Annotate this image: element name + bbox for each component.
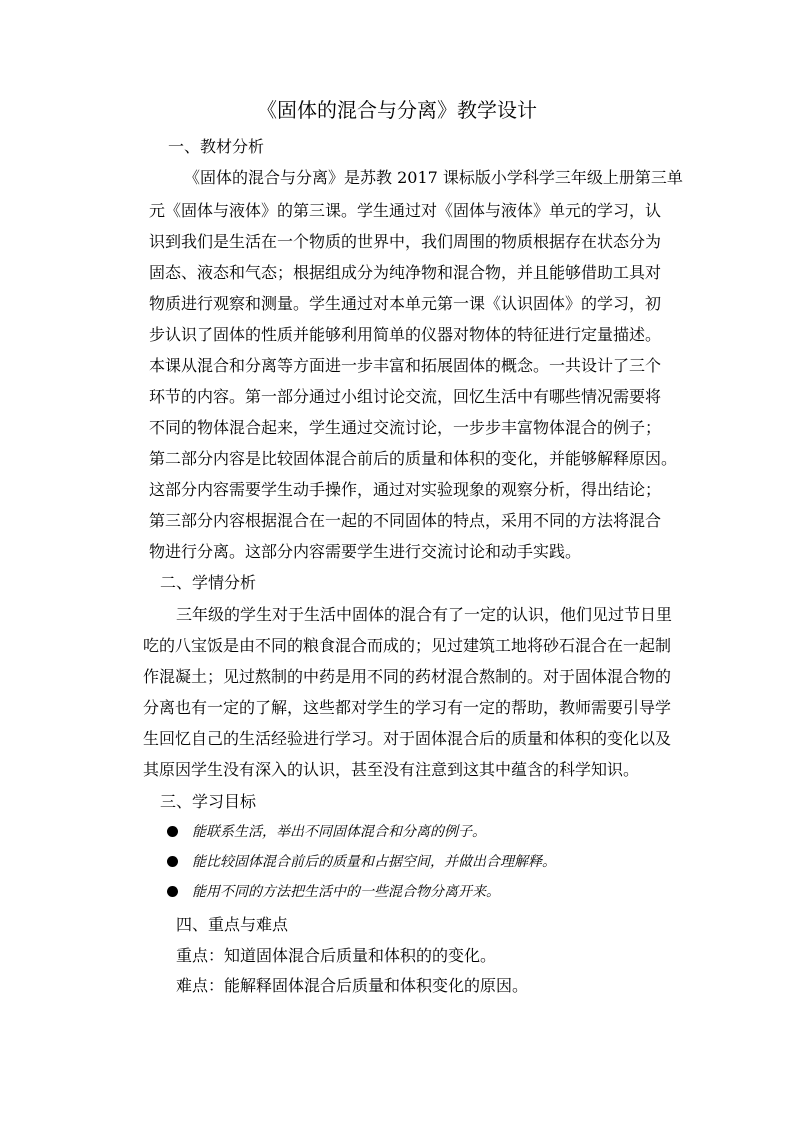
paragraph-line: 不同的物体混合起来，学生通过交流讨论，一步步丰富物体混合的例子； (149, 418, 662, 437)
paragraph-line: 第二部分内容是比较固体混合前后的质量和体积的变化，并能够解释原因。 (149, 449, 678, 468)
paragraph-line: 这部分内容需要学生动手操作，通过对实验现象的观察分析，得出结论； (149, 480, 662, 499)
objective-text: 能用不同的方法把生活中的一些混合物分离开来。 (192, 884, 500, 900)
paragraph-line: 物质进行观察和测量。学生通过对本单元第一课《认识固体》的学习，初 (149, 294, 662, 313)
difficulty-line: 难点：能解释固体混合后质量和体积变化的原因。 (176, 976, 529, 995)
key-point-line: 重点：知道固体混合后质量和体积的的变化。 (176, 946, 497, 965)
paragraph-line: 分离也有一定的了解，这些都对学生的学习有一定的帮助，教师需要引导学 (143, 698, 672, 717)
bullet-dot-icon (167, 856, 178, 867)
objective-item (167, 821, 486, 843)
paragraph-line: 物进行分离。这部分内容需要学生进行交流讨论和动手实践。 (149, 542, 582, 561)
document-title: 《固体的混合与分离》教学设计 (257, 98, 537, 122)
paragraph-line: 生回忆自己的生活经验进行学习。对于固体混合后的质量和体积的变化以及 (143, 729, 672, 748)
paragraph-line: 识到我们是生活在一个物质的世界中，我们周围的物质根据存在状态分为 (149, 232, 662, 251)
paragraph-line: 第三部分内容根据混合在一起的不同固体的特点，采用不同的方法将混合 (149, 511, 662, 530)
paragraph-line: 元《固体与液体》的第三课。学生通过对《固体与液体》单元的学习，认 (149, 201, 662, 220)
objective-item (167, 881, 500, 903)
paragraph-line: 其原因学生没有深入的认识，甚至没有注意到这其中蕴含的科学知识。 (143, 760, 640, 779)
paragraph-line: 固态、液态和气态；根据组成分为纯净物和混合物，并且能够借助工具对 (149, 263, 662, 282)
section-heading-student-analysis: 二、学情分析 (160, 573, 257, 592)
paragraph-line: 吃的八宝饭是由不同的粮食混合而成的；见过建筑工地将砂石混合在一起制 (143, 636, 672, 655)
objective-item (167, 851, 556, 873)
objective-text: 能联系生活，举出不同固体混合和分离的例子。 (192, 824, 486, 840)
paragraph-line: 步认识了固体的性质并能够利用简单的仪器对物体的特征进行定量描述。 (149, 325, 662, 344)
bullet-dot-icon (167, 826, 178, 837)
section-heading-key-points: 四、重点与难点 (176, 915, 289, 934)
paragraph-line: 作混凝土；见过熬制的中药是用不同的药材混合熬制的。对于固体混合物的 (143, 667, 672, 686)
bullet-dot-icon (167, 886, 178, 897)
objective-text: 能比较固体混合前后的质量和占据空间，并做出合理解释。 (192, 854, 556, 870)
paragraph-line: 《固体的混合与分离》是苏教 2017 课标版小学科学三年级上册第三单 (184, 168, 683, 187)
section-heading-learning-objectives: 三、学习目标 (160, 792, 257, 811)
section-heading-textbook-analysis: 一、教材分析 (168, 137, 265, 156)
paragraph-line: 本课从混合和分离等方面进一步丰富和拓展固体的概念。一共设计了三个 (149, 356, 662, 375)
paragraph-line: 三年级的学生对于生活中固体的混合有了一定的认识，他们见过节日里 (176, 605, 673, 624)
paragraph-line: 环节的内容。第一部分通过小组讨论交流，回忆生活中有哪些情况需要将 (149, 387, 662, 406)
